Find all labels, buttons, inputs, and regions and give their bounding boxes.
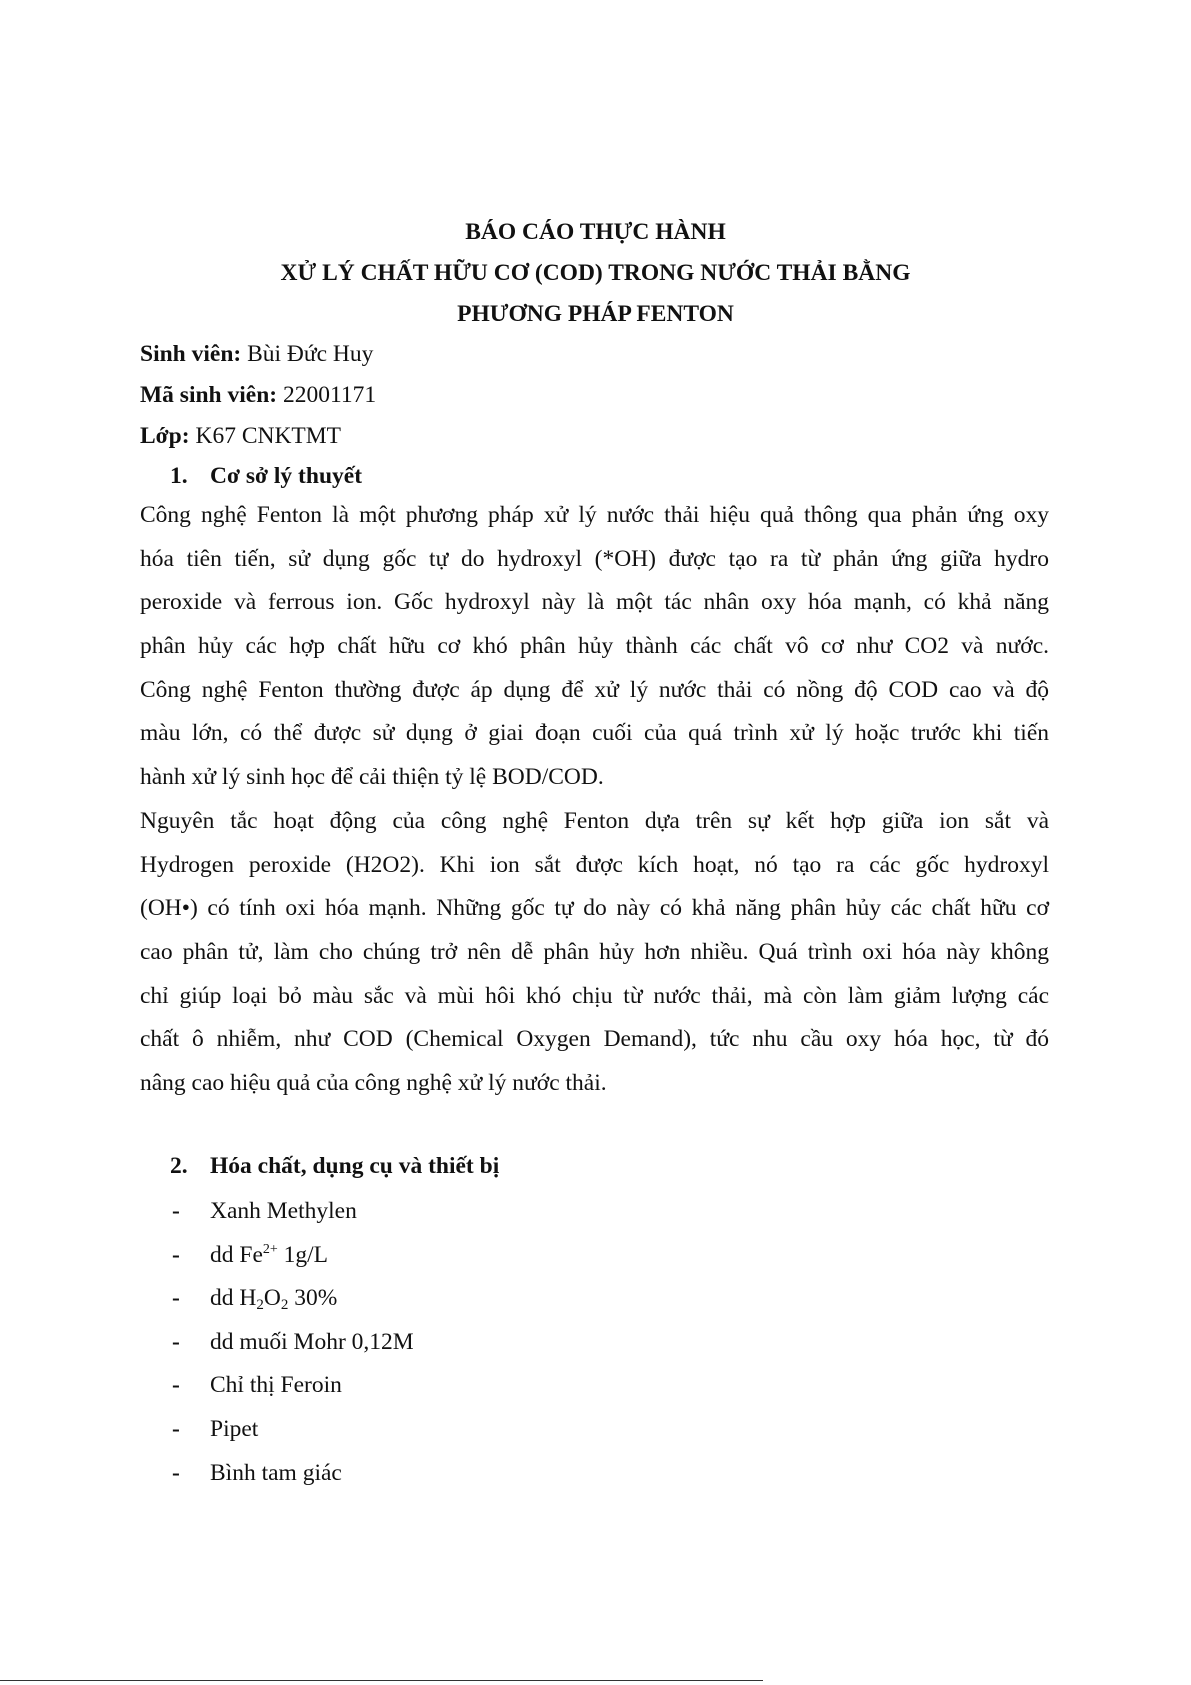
subscript: 2 (280, 1297, 289, 1313)
list-item-text: 1g/L (277, 1242, 329, 1268)
report-title-line-3: PHƯƠNG PHÁP FENTON (457, 301, 734, 327)
paragraph-line: chỉ giúp loại bỏ màu sắc và mùi hôi khó chịu từ nước thải, mà còn làm giảm lượng các (140, 982, 1049, 1009)
charge-superscript: 2+ (262, 1242, 278, 1257)
paragraph-line: chất ô nhiễm, như COD (Chemical Oxygen Demand), tức nhu cầu oxy hóa học, từ đó (140, 1026, 1049, 1053)
section-1-paragraph-1 (140, 494, 1049, 800)
report-title-line-2: XỬ LÝ CHẤT HỮU CƠ (COD) TRONG NƯỚC THẢI BẰNG (280, 260, 911, 286)
paragraph-line: nâng cao hiệu quả của công nghệ xử lý nước thải. (140, 1070, 607, 1097)
student-id-value: 22001171 (277, 382, 377, 408)
report-title-line-1: BÁO CÁO THỰC HÀNH (465, 219, 726, 245)
student-name-row (140, 339, 373, 369)
footer-divider (0, 1680, 763, 1681)
list-item-text: Chỉ thị Feroin (210, 1372, 342, 1398)
student-id-label: Mã sinh viên: (140, 382, 278, 408)
list-dash: - (172, 1198, 180, 1224)
list-item (172, 1240, 328, 1270)
list-item (172, 1327, 414, 1357)
list-item (172, 1370, 342, 1400)
paragraph-line: Hydrogen peroxide (H2O2). Khi ion sắt được kích hoạt, nó tạo ra các gốc hydroxyl (140, 851, 1049, 878)
list-dash: - (172, 1285, 180, 1311)
list-item (172, 1283, 337, 1313)
class-value: K67 CNKTMT (189, 423, 342, 449)
student-value: Bùi Đức Huy (241, 341, 374, 367)
list-dash: - (172, 1416, 180, 1442)
section-2-heading (170, 1151, 499, 1181)
paragraph-line: (OH•) có tính oxi hóa mạnh. Những gốc tự do này có khả năng phân hủy các chất hữu cơ (140, 895, 1049, 922)
paragraph-line: cao phân tử, làm cho chúng trở nên dễ phân hủy hơn nhiều. Quá trình oxi hóa này không (140, 939, 1049, 966)
paragraph-line: màu lớn, có thể được sử dụng ở giai đoạn cuối của quá trình xử lý hoặc trước khi tiến (140, 720, 1049, 747)
list-item-text: dd H (210, 1285, 257, 1311)
section-2-number: 2. (170, 1153, 188, 1179)
list-item-text: dd Fe (210, 1242, 263, 1268)
list-item (172, 1458, 342, 1488)
list-item-text: dd muối Mohr 0,12M (210, 1329, 414, 1355)
paragraph-line: Công nghệ Fenton là một phương pháp xử lý nước thải hiệu quả thông qua phản ứng oxy (140, 502, 1049, 528)
list-item (172, 1414, 258, 1444)
paragraph-line: hành xử lý sinh học để cải thiện tỷ lệ BOD/COD. (140, 764, 604, 791)
paragraph-line: Công nghệ Fenton thường được áp dụng để xử lý nước thải có nồng độ COD cao và độ (140, 676, 1049, 703)
class-row (140, 421, 341, 451)
list-dash: - (172, 1242, 180, 1268)
list-item-text: Bình tam giác (210, 1460, 342, 1486)
paragraph-line: phân hủy các hợp chất hữu cơ khó phân hủy thành các chất vô cơ như CO2 và nước. (140, 633, 1049, 660)
list-dash: - (172, 1460, 180, 1486)
section-1-title: Cơ sở lý thuyết (210, 463, 363, 489)
paragraph-line: peroxide và ferrous ion. Gốc hydroxyl này là một tác nhân oxy hóa mạnh, có khả năng (140, 589, 1049, 616)
list-item (172, 1196, 357, 1226)
list-item-text: Pipet (210, 1416, 259, 1442)
subscript: 2 (256, 1297, 264, 1313)
paragraph-line: Nguyên tắc hoạt động của công nghệ Fenton dựa trên sự kết hợp giữa ion sắt và (140, 808, 1049, 834)
class-label: Lớp: (140, 423, 190, 449)
section-1-heading (170, 461, 362, 491)
student-label: Sinh viên: (140, 341, 242, 367)
list-dash: - (172, 1372, 180, 1398)
student-id-row (140, 380, 376, 410)
section-1-paragraph-2 (140, 800, 1049, 1106)
list-item-text: O (263, 1285, 281, 1311)
section-2-title: Hóa chất, dụng cụ và thiết bị (210, 1153, 500, 1179)
list-item-text: Xanh Methylen (210, 1198, 357, 1224)
list-dash: - (172, 1329, 180, 1355)
paragraph-line: hóa tiên tiến, sử dụng gốc tự do hydroxyl (*OH) được tạo ra từ phản ứng giữa hydro (140, 545, 1049, 572)
list-item-text: 30% (288, 1285, 338, 1311)
section-1-number: 1. (170, 463, 188, 489)
